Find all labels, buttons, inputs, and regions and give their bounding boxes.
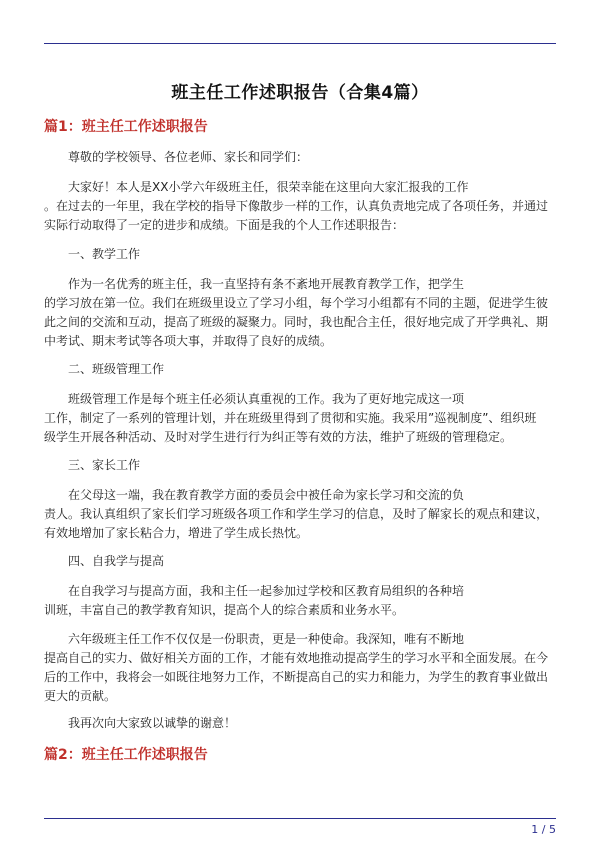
text-line: 更大的贡献。 [44,689,117,703]
text-line: 工作，制定了一系列的管理计划，并在班级里得到了贯彻和实施。我采用”巡视制度”、组织班 [44,411,537,425]
text-line: 班级管理工作是每个班主任必须认真重视的工作。我为了更好地完成这一项 [68,392,465,406]
text-line: 尊敬的学校领导、各位老师、家长和同学们： [68,150,309,164]
paragraph-salutation [44,148,556,167]
text-line: 六年级班主任工作不仅仅是一份职责，更是一种使命。我深知，唯有不断地 [68,632,465,646]
page-number: 1 / 5 [531,823,556,836]
text-line: 有效地增加了家长粘合力，增进了学生成长热忱。 [44,526,309,540]
subheading-parent-work [44,456,556,475]
section-heading-1: 篇1：班主任工作述职报告 [44,119,208,135]
document-title: 班主任工作述职报告（合集4篇） [171,83,429,103]
text-line: 三、家长工作 [68,458,141,472]
header-rule [44,43,556,44]
text-line: 责人。我认真组织了家长们学习班级各项工作和学生学习的信息，及时了解家长的观点和建议， [44,507,549,521]
text-line: 一、教学工作 [68,247,141,261]
text-line: 四、自我学与提高 [68,554,165,568]
paragraph-parent-work [44,486,556,543]
text-line: 在父母这一端，我在教育教学方面的委员会中被任命为家长学习和交流的负 [68,488,465,502]
paragraph-greeting [44,178,556,235]
paragraph-class-management [44,390,556,447]
text-line: 级学生开展各种活动、及时对学生进行行为纠正等有效的方法，维护了班级的管理稳定。 [44,430,513,444]
text-line: 大家好！本人是XX小学六年级班主任，很荣幸能在这里向大家汇报我的工作 [68,180,469,194]
subheading-self-study [44,552,556,571]
section-heading-2: 篇2：班主任工作述职报告 [44,747,208,763]
text-line: 我再次向大家致以诚挚的谢意！ [68,716,237,730]
subheading-teaching [44,245,556,264]
text-line: 在自我学习与提高方面，我和主任一起参加过学校和区教育局组织的各种培 [68,584,465,598]
paragraph-self-study [44,582,556,620]
paragraph-thanks [44,714,556,733]
text-line: 作为一名优秀的班主任，我一直坚持有条不紊地开展教育教学工作，把学生 [68,277,465,291]
footer-rule [44,818,556,819]
text-line: 中考试、期末考试等各项大事，并取得了良好的成绩。 [44,334,333,348]
text-line: 二、班级管理工作 [68,362,165,376]
paragraph-conclusion [44,630,556,706]
text-line: 的学习放在第一位。我们在班级里设立了学习小组，每个学习小组都有不同的主题，促进学生彼 [44,296,549,310]
text-line: 。在过去的一年里，我在学校的指导下像散步一样的工作，认真负责地完成了各项任务，并通过 [44,199,549,213]
text-line: 后的工作中，我将会一如既往地努力工作，不断提高自己的实力和能力，为学生的教育事业做出 [44,670,549,684]
text-line: 训班，丰富自己的教学教育知识，提高个人的综合素质和业务水平。 [44,603,405,617]
text-line: 此之间的交流和互动，提高了班级的凝聚力。同时，我也配合主任，很好地完成了开学典礼、期 [44,315,549,329]
text-line: 实际行动取得了一定的进步和成绩。下面是我的个人工作述职报告： [44,218,405,232]
paragraph-teaching [44,275,556,351]
text-line: 提高自己的实力、做好相关方面的工作，才能有效地推动提高学生的学习水平和全面发展。在今 [44,651,549,665]
subheading-class-management [44,360,556,379]
